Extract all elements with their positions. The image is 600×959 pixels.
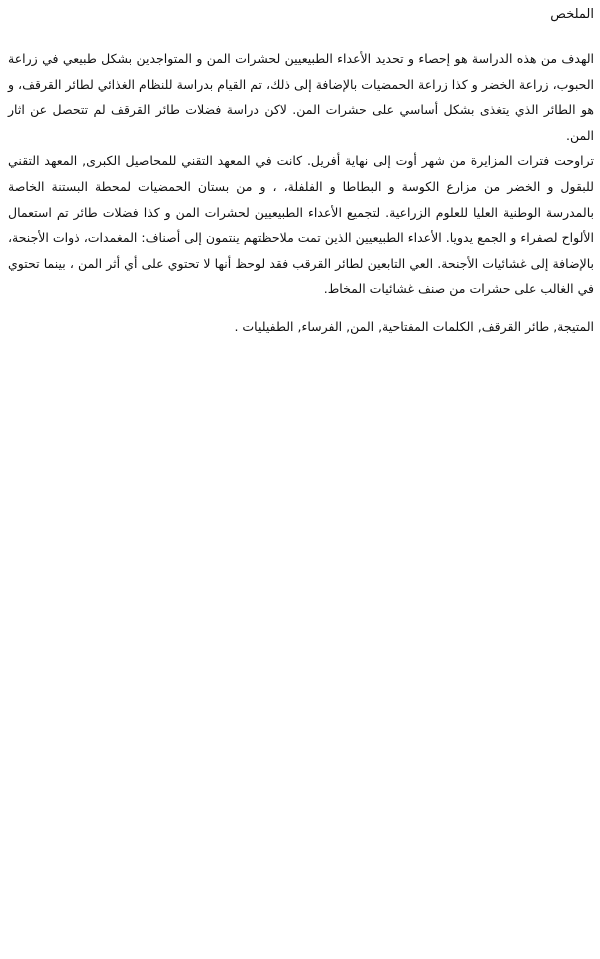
abstract-body bbox=[8, 46, 594, 302]
abstract-heading: الملخص bbox=[550, 7, 594, 22]
abstract-paragraph-2: تراوحت فترات المزايرة من شهر أوت إلى نهاية أفريل. كانت في المعهد التقني للمحاصيل الكبرى, المعهد التقني للبقول و الخضر من مزارع الكوسة و البطاطا و الفلفلة، ، و من بستان الحمضيات لمحطة البستنة الخاصة بالمدرسة الوطنية العليا للعلوم الزراعية. لتجميع الأعداء الطبيعيين لحشرات المن و كذا فضلات طائر تم استعمال الألواح لصفراء و الجمع يدويا. الأعداء الطبيعيين الذين تمت ملاحظتهم ينتمون إلى أصناف: المغمدات، ذوات الأجنحة، بالإضافة إلى غشائيات الأجنحة. العي التابعين لطائر القرقب فقد لوحظ أنها لا تحتوي على أي أثر المن ، بينما تحتوي في الغالب على حشرات من صنف غشائيات المخاط. bbox=[8, 153, 594, 297]
abstract-paragraph-1: الهدف من هذه الدراسة هو إحصاء و تحديد الأعداء الطبيعيين لحشرات المن و المتواجدين بشكل طبيعي في زراعة الحبوب، زراعة الخضر و كذا زراعة الحمضيات بالإضافة إلى ذلك، تم القيام بدراسة للنظام الغذائي لطائر القرقف، و هو الطائر الذي يتغذى بشكل أساسي على حشرات المن. لاكن دراسة فضلات طائر القرقف لم تتحصل عن اثار المن. bbox=[8, 51, 594, 143]
keywords-line: المتيجة, طائر القرقف, الكلمات المفتاحية, المن, الفرساء, الطفيليات . bbox=[234, 319, 594, 334]
